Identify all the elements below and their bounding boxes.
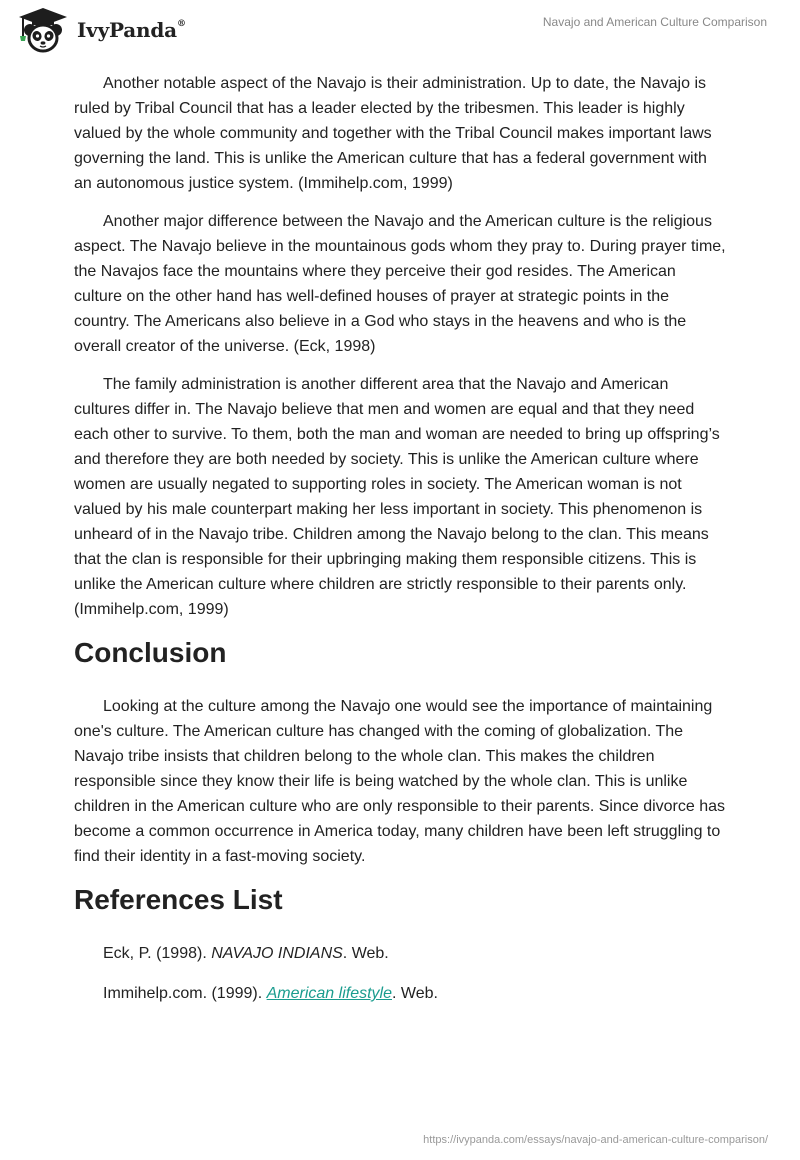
brand-text: IvyPanda (77, 18, 177, 42)
conclusion-heading: Conclusion (74, 637, 227, 668)
brand-name (77, 18, 186, 42)
reference-suffix: . Web. (342, 945, 389, 962)
reference-item (103, 981, 726, 1006)
body-paragraph: Another notable aspect of the Navajo is their administration. Up to date, the Navajo is ruled by Tribal Council that has a leader elected by the tribesmen. This leader is highly valued by the whole community and together with the Tribal Council makes important laws governing the land. This is unlike the American culture that has a federal government with an autonomous justice system. (Immihelp.com, 1999) (74, 75, 712, 192)
document-title: Navajo and American Culture Comparison (542, 15, 767, 29)
registered-mark: ® (176, 19, 186, 30)
reference-prefix: Immihelp.com. (1999). (103, 985, 267, 1002)
reference-title: NAVAJO INDIANS (211, 945, 343, 962)
body-paragraph: Another major difference between the Navajo and the American culture is the religious aspect. The Navajo believe in the mountainous gods whom they pray to. During prayer time, the Navajos face the mountains where they perceive their god resides. The American culture on the other hand has well-defined houses of prayer at strategic points in the country. The Americans also believe in a God who stays in the heavens and who is the overall creator of the universe. (Eck, 1998) (74, 213, 726, 355)
page-header (0, 0, 800, 60)
source-url[interactable]: https://ivypanda.com/essays/navajo-and-american-culture-comparison/ (423, 1134, 768, 1146)
panda-mascot-icon (15, 6, 71, 54)
reference-link-american-lifestyle[interactable]: American lifestyle (266, 985, 392, 1002)
ivypanda-logo[interactable] (15, 6, 186, 54)
references-heading: References List (74, 884, 283, 915)
reference-item (103, 941, 726, 966)
body-paragraph: The family administration is another different area that the Navajo and American cultures differ in. The Navajo believe that men and women are equal and that they need each other to survive. To them, both the man and woman are needed to bring up offspring’s and therefore they are both needed by society. This is unlike the American culture where women are usually negated to supporting roles in society. The American woman is not valued by his male counterpart making her less important in society. This phenomenon is unheard of in the Navajo tribe. Children among the Navajo belong to the clan. This means that the clan is responsible for their upbringing making them responsible citizens. This is unlike the American culture where children are strictly responsible to their parents only. (Immihelp.com, 1999) (74, 376, 720, 618)
conclusion-paragraph: Looking at the culture among the Navajo one would see the importance of maintaining one's culture. The American culture has changed with the coming of globalization. The Navajo tribe insists that children belong to the whole clan. This makes the children responsible since they know their life is being watched by the whole clan. This is unlike children in the American culture who are only responsible to their parents. Since divorce has become a common occurrence in America today, many children have been left struggling to find their identity in a fast-moving society. (74, 698, 726, 865)
reference-prefix: Eck, P. (1998). (103, 945, 212, 962)
reference-suffix: . Web. (391, 985, 438, 1002)
essay-content (74, 71, 726, 1021)
